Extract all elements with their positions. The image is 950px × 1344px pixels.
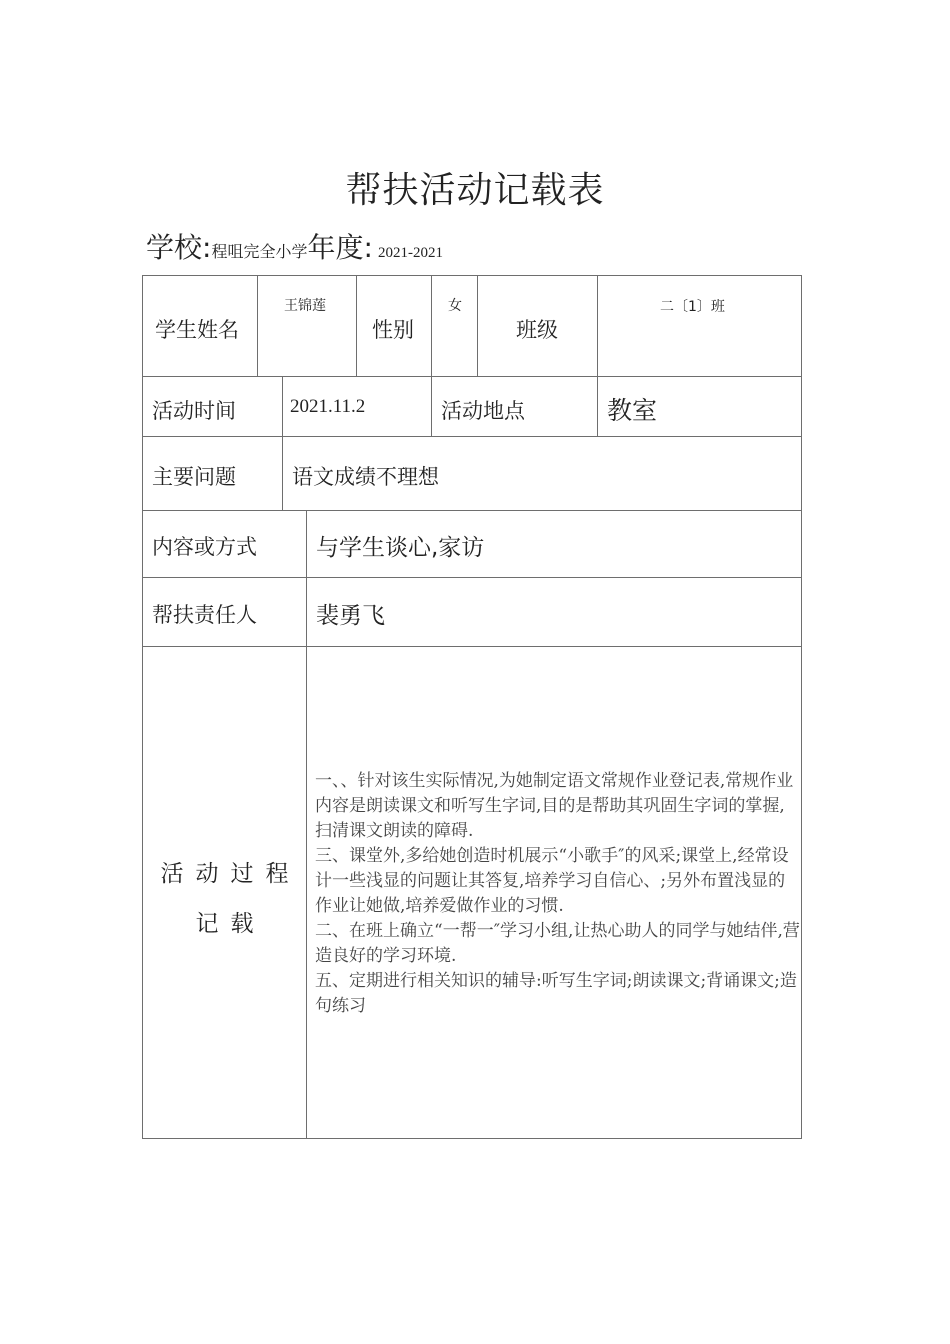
class-label: 班级 <box>516 318 558 342</box>
header-meta <box>146 226 443 266</box>
process-label <box>143 849 308 949</box>
time-value: 2021.11.2 <box>290 396 366 417</box>
process-label-line1: 活动过程 <box>160 861 301 887</box>
name-value-cell <box>257 275 357 377</box>
issue-value-cell <box>282 436 802 511</box>
class-label-cell <box>477 275 598 377</box>
name-label: 学生姓名 <box>155 318 239 342</box>
class-value-cell <box>597 275 802 377</box>
gender-value-cell <box>431 275 478 377</box>
issue-value: 语文成绩不理想 <box>292 465 439 489</box>
name-value: 王锦莲 <box>284 298 326 314</box>
method-label: 内容或方式 <box>152 535 257 559</box>
place-value-cell <box>597 376 802 437</box>
time-label: 活动时间 <box>152 399 236 423</box>
method-label-cell <box>142 510 307 578</box>
process-text-cell <box>306 646 802 1139</box>
process-label-cell <box>142 646 307 1139</box>
class-value: 二〔1〕班 <box>660 299 725 315</box>
issue-label: 主要问题 <box>152 465 236 489</box>
process-text <box>315 769 801 1019</box>
process-label-line2: 记载 <box>195 911 266 937</box>
method-value: 与学生谈心,家访 <box>316 535 485 561</box>
school-label: 学校: <box>146 231 212 264</box>
place-label: 活动地点 <box>441 399 525 423</box>
name-label-cell <box>142 275 258 377</box>
year-value: 2021-2021 <box>377 245 443 261</box>
process-line-1: 一、、针对该生实际情况,为她制定语文常规作业登记表,常规作业内容是朗读课文和听写生字词,目的是帮助其巩固生字词的掌握,扫清课文朗读的障碍. <box>315 771 794 841</box>
year-label: 年度: <box>307 231 373 264</box>
page-title: 帮扶活动记载表 <box>345 170 605 211</box>
school-name: 程咀完全小学 <box>211 242 308 261</box>
process-line-2: 三、课堂外,多给她创造时机展示“小歌手″的风采;课堂上,经常设计一些浅显的问题让其答复,培养学习自信心、;另外布置浅显的作业让她做,培养爱做作业的习惯. <box>315 846 789 916</box>
responsible-value: 裴勇飞 <box>316 603 385 629</box>
method-value-cell <box>306 510 802 578</box>
issue-label-cell <box>142 436 283 511</box>
time-label-cell <box>142 376 283 437</box>
gender-label-cell <box>356 275 432 377</box>
gender-value: 女 <box>448 298 462 314</box>
process-line-4: 五、定期进行相关知识的辅导:听写生字词;朗读课文;背诵课文;造句练习 <box>315 971 797 1016</box>
place-label-cell <box>431 376 598 437</box>
responsible-label-cell <box>142 577 307 647</box>
responsible-value-cell <box>306 577 802 647</box>
responsible-label: 帮扶责任人 <box>152 603 257 627</box>
gender-label: 性别 <box>372 318 414 342</box>
place-value: 教室 <box>607 396 658 425</box>
process-line-3: 二、在班上确立“一帮一″学习小组,让热心助人的同学与她结伴,营造良好的学习环境. <box>315 921 800 966</box>
time-value-cell <box>282 376 432 437</box>
